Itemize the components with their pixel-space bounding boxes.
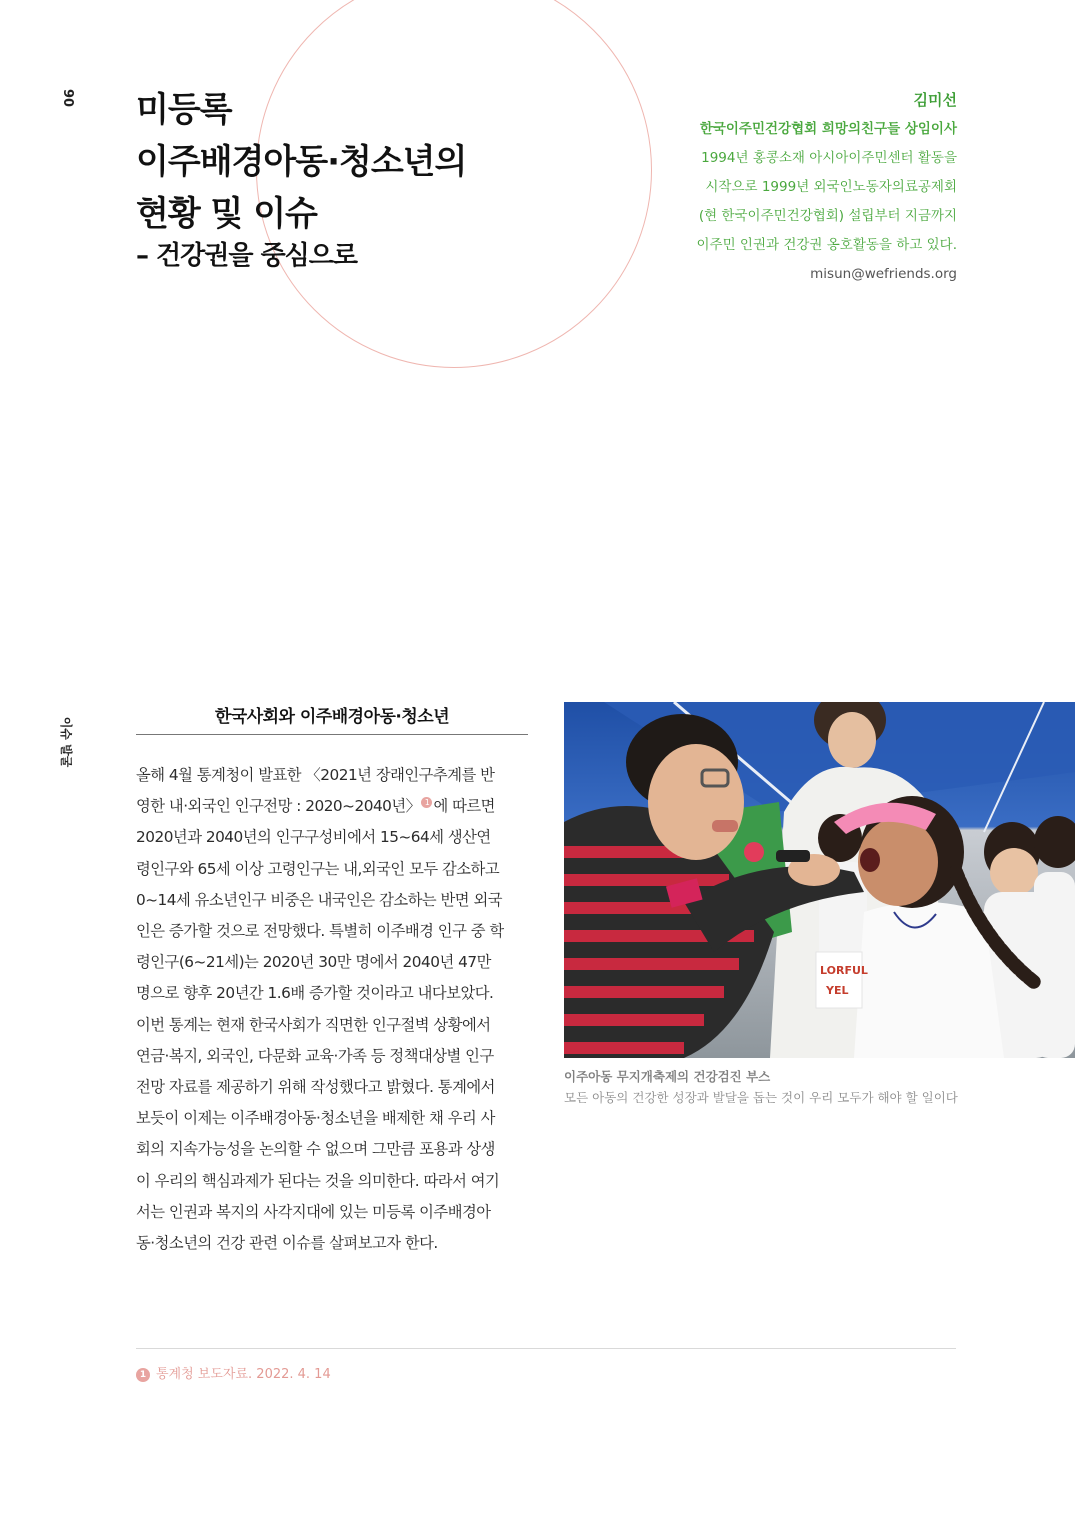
body-line: 령인구와 65세 이상 고령인구는 내,외국인 모두 감소하고 — [136, 859, 500, 878]
health-checkup-photo — [564, 702, 1075, 1058]
body-line-part: 영한 내·외국인 인구전망 : 2020~2040년〉 — [136, 797, 421, 816]
title-line: 미등록 — [136, 90, 232, 130]
author-bio-line: (현 한국이주민건강협회) 설립부터 지금까지 — [698, 208, 957, 224]
shirt-print-text: YEL — [826, 984, 849, 997]
shirt-print-text: LORFUL — [820, 964, 868, 977]
body-line-part: 에 따르면 — [433, 797, 495, 816]
section-tag: 이슈 발굴 — [59, 716, 73, 768]
body-line: 회의 지속가능성을 논의할 수 없으며 그만큼 포용과 상생 — [136, 1140, 495, 1159]
body-line: 서는 인권과 복지의 사각지대에 있는 미등록 이주배경아 — [136, 1202, 491, 1221]
author-bio-line: 이주민 인권과 건강권 옹호활동을 하고 있다. — [696, 237, 957, 253]
photo-caption — [564, 1066, 984, 1108]
footnote — [136, 1363, 736, 1382]
body-line — [136, 791, 528, 822]
body-line: 령인구(6~21세)는 2020년 30만 명에서 2040년 47만 — [136, 953, 491, 972]
footnote-text: 통계청 보도자료. 2022. 4. 14 — [156, 1367, 331, 1382]
body-line: 전망 자료를 제공하기 위해 작성했다고 밝혔다. 통계에서 — [136, 1078, 495, 1097]
footnote-number: 1 — [136, 1368, 150, 1382]
author-box — [537, 86, 957, 289]
author-bio-line: 시작으로 1999년 외국인노동자의료공제회 — [705, 179, 957, 195]
article-subtitle: – 건강권을 중심으로 — [136, 241, 358, 271]
body-line: 0~14세 유소년인구 비중은 내국인은 감소하는 반면 외국 — [136, 890, 503, 909]
footnote-reference[interactable]: 1 — [421, 797, 432, 808]
caption-text: 모든 아동의 건강한 성장과 발달을 돕는 것이 우리 모두가 해야 할 일이다 — [564, 1090, 958, 1105]
footnote-divider — [136, 1348, 956, 1349]
author-email[interactable]: misun@wefriends.org — [810, 266, 957, 282]
body-line: 명으로 향후 20년간 1.6배 증가할 것이라고 내다보았다. — [136, 984, 494, 1003]
body-line: 올해 4월 통계청이 발표한 〈2021년 장래인구추계를 반 — [136, 766, 495, 784]
article-title — [136, 84, 556, 240]
page-number: 90 — [60, 88, 75, 108]
title-line: 이주배경아동·청소년의 — [136, 142, 467, 182]
section-heading: 한국사회와 이주배경아동·청소년 — [136, 702, 528, 735]
body-line: 보듯이 이제는 이주배경아동·청소년을 배제한 채 우리 사 — [136, 1109, 495, 1128]
body-text — [136, 760, 528, 1259]
author-bio-line: 1994년 홍콩소재 아시아이주민센터 활동을 — [701, 150, 957, 166]
body-line: 인은 증가할 것으로 전망했다. 특별히 이주배경 인구 중 학 — [136, 922, 504, 941]
body-line: 2020년과 2040년의 인구구성비에서 15~64세 생산연 — [136, 828, 491, 847]
body-line: 이 우리의 핵심과제가 된다는 것을 의미한다. 따라서 여기 — [136, 1171, 500, 1190]
body-line: 연금·복지, 외국인, 다문화 교육·가족 등 정책대상별 인구 — [136, 1046, 494, 1065]
title-line: 현황 및 이슈 — [136, 194, 317, 234]
photo-illustration — [564, 702, 1075, 1058]
caption-title: 이주아동 무지개축제의 건강검진 부스 — [564, 1069, 771, 1084]
author-name: 김미선 — [913, 91, 957, 109]
body-line: 동·청소년의 건강 관련 이슈를 살펴보고자 한다. — [136, 1234, 438, 1253]
body-line: 이번 통계는 현재 한국사회가 직면한 인구절벽 상황에서 — [136, 1015, 491, 1034]
author-role: 한국이주민건강협회 희망의친구들 상임이사 — [699, 121, 957, 137]
